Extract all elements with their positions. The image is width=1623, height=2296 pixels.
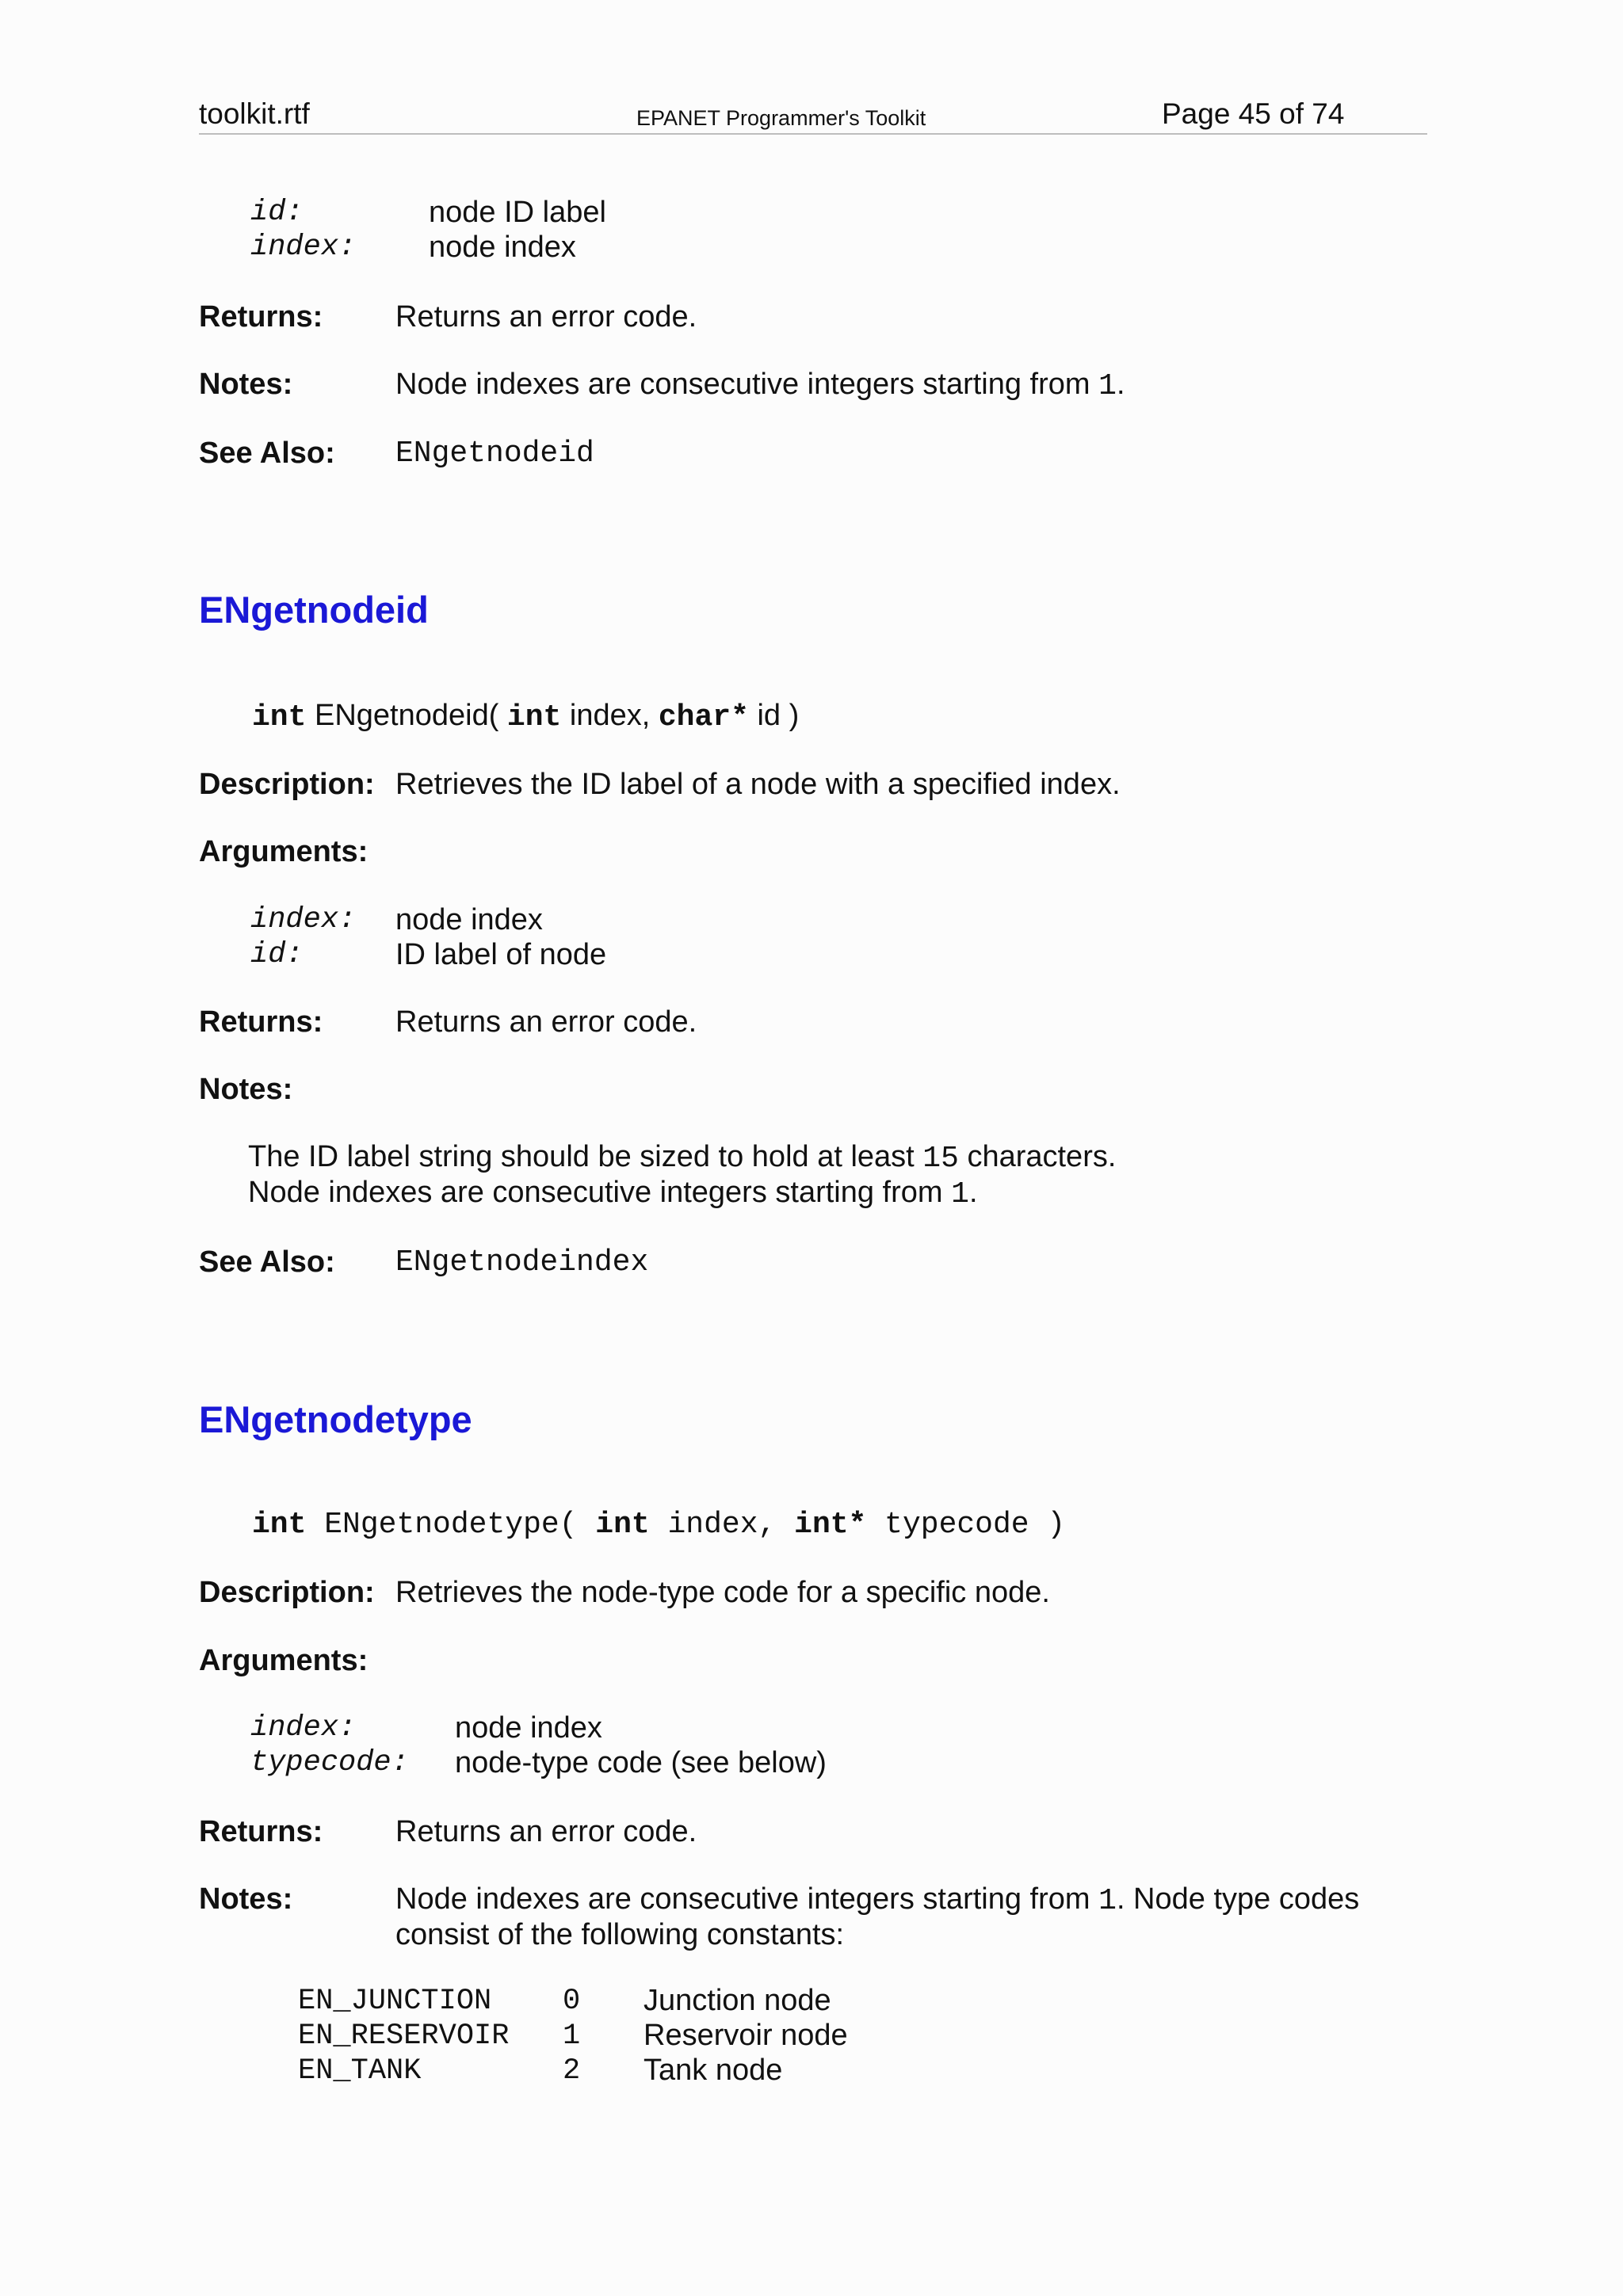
function-signature: int ENgetnodeid( int index, char* id )	[252, 699, 800, 734]
notes-label: Notes:	[199, 368, 293, 401]
constant-desc: Tank node	[643, 2054, 783, 2087]
arg-name: index:	[250, 1711, 357, 1745]
header-filename: toolkit.rtf	[199, 97, 310, 130]
returns-label: Returns:	[199, 300, 323, 334]
header-page-number: Page 45 of 74	[1162, 97, 1345, 130]
arguments-label: Arguments:	[199, 1644, 369, 1677]
constant-value: 2	[563, 2054, 581, 2088]
returns-text: Returns an error code.	[395, 1815, 697, 1848]
prev-arg-name: id:	[250, 196, 304, 229]
section-heading-engetnodetype: ENgetnodetype	[199, 1398, 472, 1440]
arg-name: index:	[250, 903, 357, 936]
arg-name: typecode:	[250, 1746, 409, 1779]
see-also-link[interactable]: ENgetnodeindex	[395, 1245, 649, 1280]
prev-arg-name: index:	[250, 231, 357, 264]
arguments-label: Arguments:	[199, 835, 369, 868]
returns-text: Returns an error code.	[395, 1005, 697, 1039]
constant-desc: Reservoir node	[643, 2019, 848, 2052]
prev-arg-desc: node index	[429, 231, 576, 264]
see-also-label: See Also:	[199, 1245, 335, 1279]
section-heading-engetnodeid: ENgetnodeid	[199, 589, 429, 631]
note-line: Node indexes are consecutive integers starting from 1.	[248, 1176, 978, 1211]
arg-desc: ID label of node	[395, 938, 607, 971]
description-text: Retrieves the node-type code for a specific node.	[395, 1576, 1050, 1609]
constant-name: EN_JUNCTION	[298, 1985, 492, 2018]
note-line: The ID label string should be sized to hold at least 15 characters.	[248, 1140, 1117, 1176]
arg-desc: node index	[455, 1711, 602, 1745]
returns-text: Returns an error code.	[395, 300, 697, 334]
notes-text: Node indexes are consecutive integers starting from 1. Node type codes	[395, 1882, 1360, 1918]
constant-name: EN_TANK	[298, 2054, 422, 2088]
header-title: EPANET Programmer's Toolkit	[636, 106, 926, 130]
description-label: Description:	[199, 768, 375, 801]
see-also-label: See Also:	[199, 437, 335, 470]
notes-label: Notes:	[199, 1073, 293, 1106]
constant-desc: Junction node	[643, 1984, 831, 2017]
notes-label: Notes:	[199, 1882, 293, 1916]
arg-desc: node index	[395, 903, 543, 936]
notes-text: Node indexes are consecutive integers starting from 1.	[395, 368, 1125, 403]
function-signature: int ENgetnodetype( int index, int* typecode )	[252, 1508, 1066, 1542]
returns-label: Returns:	[199, 1005, 323, 1039]
header-rule	[199, 133, 1427, 135]
notes-text: consist of the following constants:	[395, 1918, 845, 1951]
see-also-link[interactable]: ENgetnodeid	[395, 437, 594, 471]
constant-name: EN_RESERVOIR	[298, 2019, 510, 2053]
prev-arg-desc: node ID label	[429, 196, 606, 229]
description-text: Retrieves the ID label of a node with a specified index.	[395, 768, 1121, 801]
constant-value: 1	[563, 2019, 581, 2053]
arg-name: id:	[250, 938, 304, 971]
constant-value: 0	[563, 1985, 581, 2018]
arg-desc: node-type code (see below)	[455, 1746, 827, 1779]
returns-label: Returns:	[199, 1815, 323, 1848]
description-label: Description:	[199, 1576, 375, 1609]
